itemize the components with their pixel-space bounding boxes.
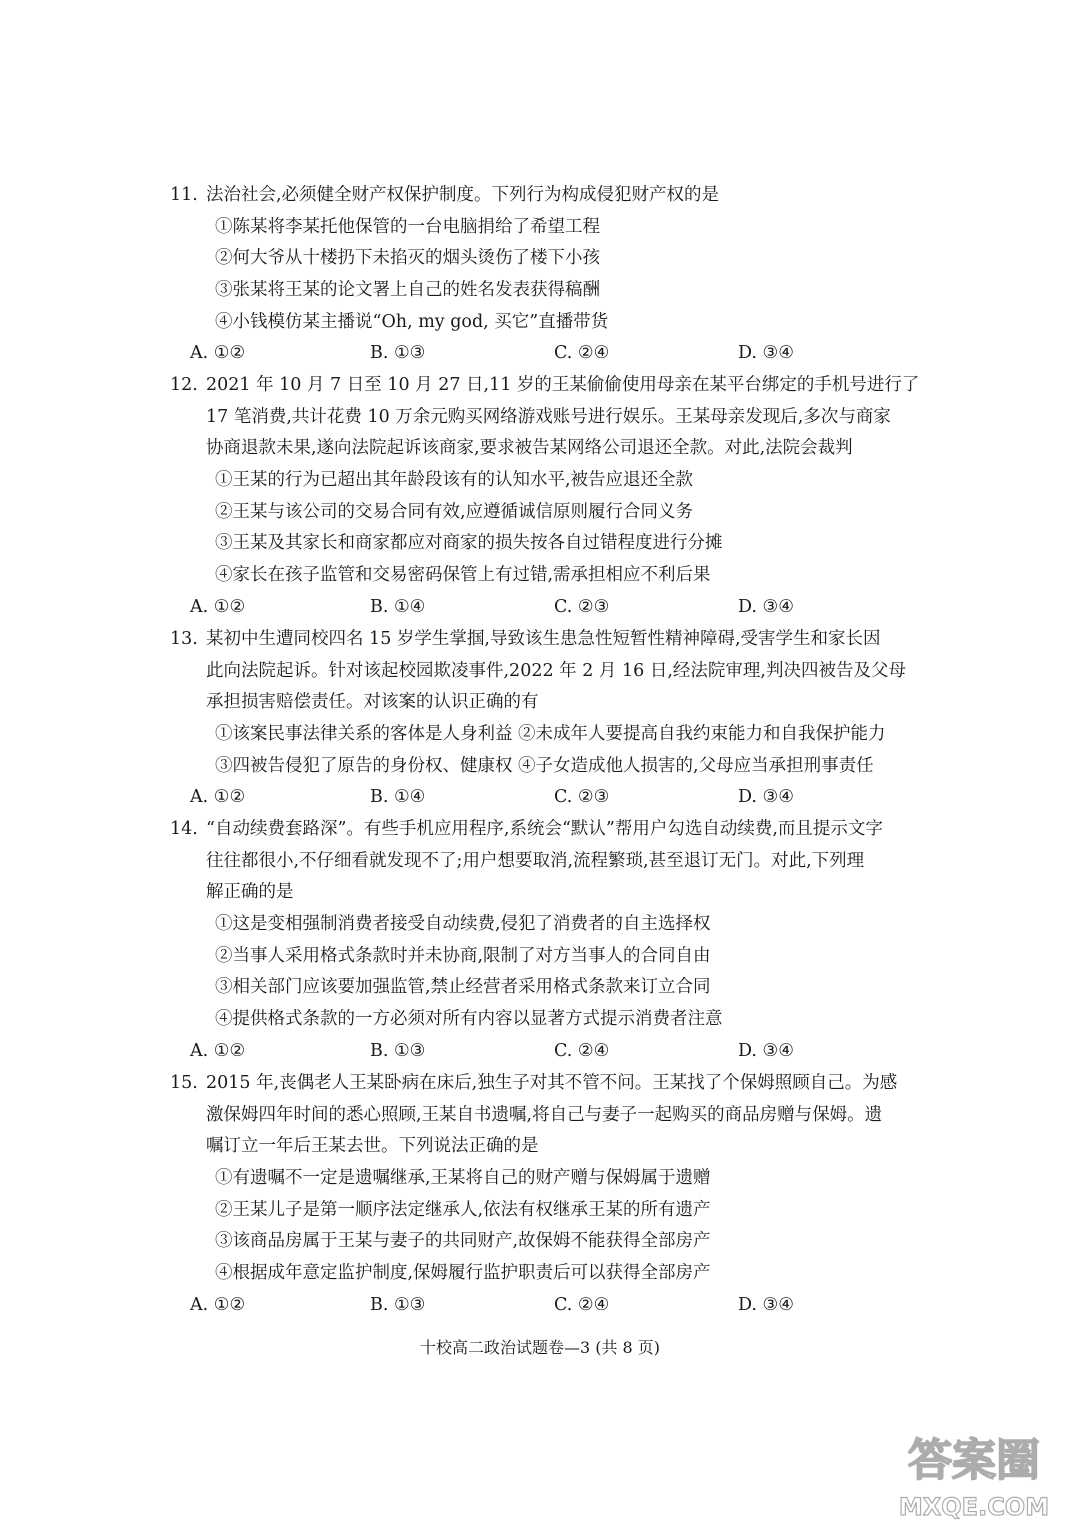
statement: ④小钱模仿某主播说“Oh, my god, 买它”直播带货	[215, 311, 609, 332]
choice-c: C. ②④	[554, 1040, 610, 1061]
question-stem: 2021 年 10 月 7 日至 10 月 27 日,11 岁的王某偷偷使用母亲在某平台绑定的手机号进行了	[206, 375, 920, 395]
question-stem: 承担损害赔偿责任。对该案的认识正确的有	[206, 692, 539, 713]
statement: ①陈某将李某托他保管的一台电脑捐给了希望工程	[215, 216, 600, 237]
question-15	[170, 1068, 940, 1322]
statement: ②王某儿子是第一顺序法定继承人,依法有权继承王某的所有遗产	[215, 1199, 711, 1220]
choice-d: D. ③④	[738, 787, 794, 808]
statement: ①王某的行为已超出其年龄段该有的认知水平,被告应退还全款	[215, 470, 694, 491]
question-stem: “自动续费套路深”。有些手机应用程序,系统会“默认”帮用户勾选自动续费,而且提示文字	[206, 819, 883, 839]
question-stem: 2015 年,丧偶老人王某卧病在床后,独生子对其不管不问。王某找了个保姆照顾自己。为感	[206, 1073, 898, 1093]
statement: ④根据成年意定监护制度,保姆履行监护职责后可以获得全部房产	[215, 1263, 711, 1284]
statement: ①该案民事法律关系的客体是人身利益 ②未成年人要提高自我约束能力和自我保护能力	[215, 724, 886, 745]
answer-choices	[170, 1036, 940, 1068]
question-number: 13.	[170, 629, 198, 649]
question-stem: 解正确的是	[206, 882, 294, 903]
statement: ①有遗嘱不一定是遗嘱继承,王某将自己的财产赠与保姆属于遗赠	[215, 1168, 711, 1189]
question-stem: 嘱订立一年后王某去世。下列说法正确的是	[206, 1136, 539, 1157]
statement: ③张某将王某的论文署上自己的姓名发表获得稿酬	[215, 280, 600, 301]
question-number: 12.	[170, 375, 198, 395]
question-13	[170, 624, 940, 814]
statement: ②当事人采用格式条款时并未协商,限制了对方当事人的合同自由	[215, 945, 711, 966]
watermark-url: MXQE.COM	[898, 1493, 1050, 1521]
choice-c: C. ②③	[554, 596, 610, 617]
choice-c: C. ②④	[554, 1294, 610, 1315]
question-stem: 协商退款未果,遂向法院起诉该商家,要求被告某网络公司退还全款。对此,法院会裁判	[206, 438, 853, 459]
answer-choices	[170, 1290, 940, 1322]
question-number: 15.	[170, 1073, 198, 1093]
question-stem: 法治社会,必须健全财产权保护制度。下列行为构成侵犯财产权的是	[206, 185, 720, 205]
choice-d: D. ③④	[738, 1040, 794, 1061]
choice-a: A. ①②	[190, 1040, 246, 1061]
page-footer: 十校高二政治试题卷—3 (共 8 页)	[419, 1338, 661, 1357]
choice-a: A. ①②	[190, 787, 246, 808]
statement: ④提供格式条款的一方必须对所有内容以显著方式提示消费者注意	[215, 1009, 723, 1030]
statement: ③四被告侵犯了原告的身份权、健康权 ④子女造成他人损害的,父母应当承担刑事责任	[215, 755, 874, 776]
choice-c: C. ②④	[554, 343, 610, 364]
question-stem: 此向法院起诉。针对该起校园欺凌事件,2022 年 2 月 16 日,经法院审理,判决四被告及父母	[206, 660, 906, 681]
question-stem: 激保姆四年时间的悉心照顾,王某自书遗嘱,将自己与妻子一起购买的商品房赠与保姆。遗	[206, 1104, 883, 1125]
statement: ②何大爷从十楼扔下未掐灭的烟头烫伤了楼下小孩	[215, 248, 600, 269]
question-number: 11.	[170, 185, 198, 205]
choice-a: A. ①②	[190, 596, 246, 617]
statement: ①这是变相强制消费者接受自动续费,侵犯了消费者的自主选择权	[215, 914, 711, 935]
choice-b: B. ①④	[370, 596, 426, 617]
choice-b: B. ①④	[370, 787, 426, 808]
statement: ③相关部门应该要加强监管,禁止经营者采用格式条款来订立合同	[215, 977, 711, 998]
answer-choices	[170, 782, 940, 814]
statement: ②王某与该公司的交易合同有效,应遵循诚信原则履行合同义务	[215, 501, 694, 522]
choice-b: B. ①③	[370, 343, 426, 364]
statement: ③王某及其家长和商家都应对商家的损失按各自过错程度进行分摊	[215, 533, 723, 554]
choice-d: D. ③④	[738, 343, 794, 364]
watermark-logo	[887, 1423, 1062, 1523]
question-number: 14.	[170, 819, 198, 839]
answer-choices	[170, 592, 940, 624]
question-12	[170, 370, 940, 624]
question-stem: 往往都很小,不仔细看就发现不了;用户想要取消,流程繁琐,甚至退订无门。对此,下列理	[206, 850, 865, 871]
question-14	[170, 814, 940, 1068]
choice-b: B. ①③	[370, 1040, 426, 1061]
choice-b: B. ①③	[370, 1294, 426, 1315]
statement: ④家长在孩子监管和交易密码保管上有过错,需承担相应不利后果	[215, 565, 711, 586]
answer-choices	[170, 338, 940, 370]
choice-a: A. ①②	[190, 343, 246, 364]
choice-d: D. ③④	[738, 596, 794, 617]
question-11	[170, 180, 940, 370]
question-stem: 某初中生遭同校四名 15 岁学生掌掴,导致该生患急性短暂性精神障碍,受害学生和家长因	[206, 629, 881, 649]
choice-a: A. ①②	[190, 1294, 246, 1315]
choice-c: C. ②③	[554, 787, 610, 808]
statement: ③该商品房属于王某与妻子的共同财产,故保姆不能获得全部房产	[215, 1231, 711, 1252]
choice-d: D. ③④	[738, 1294, 794, 1315]
watermark-text: 答案圈	[908, 1435, 1040, 1486]
question-stem: 17 笔消费,共计花费 10 万余元购买网络游戏账号进行娱乐。王某母亲发现后,多次与商家	[206, 406, 891, 427]
